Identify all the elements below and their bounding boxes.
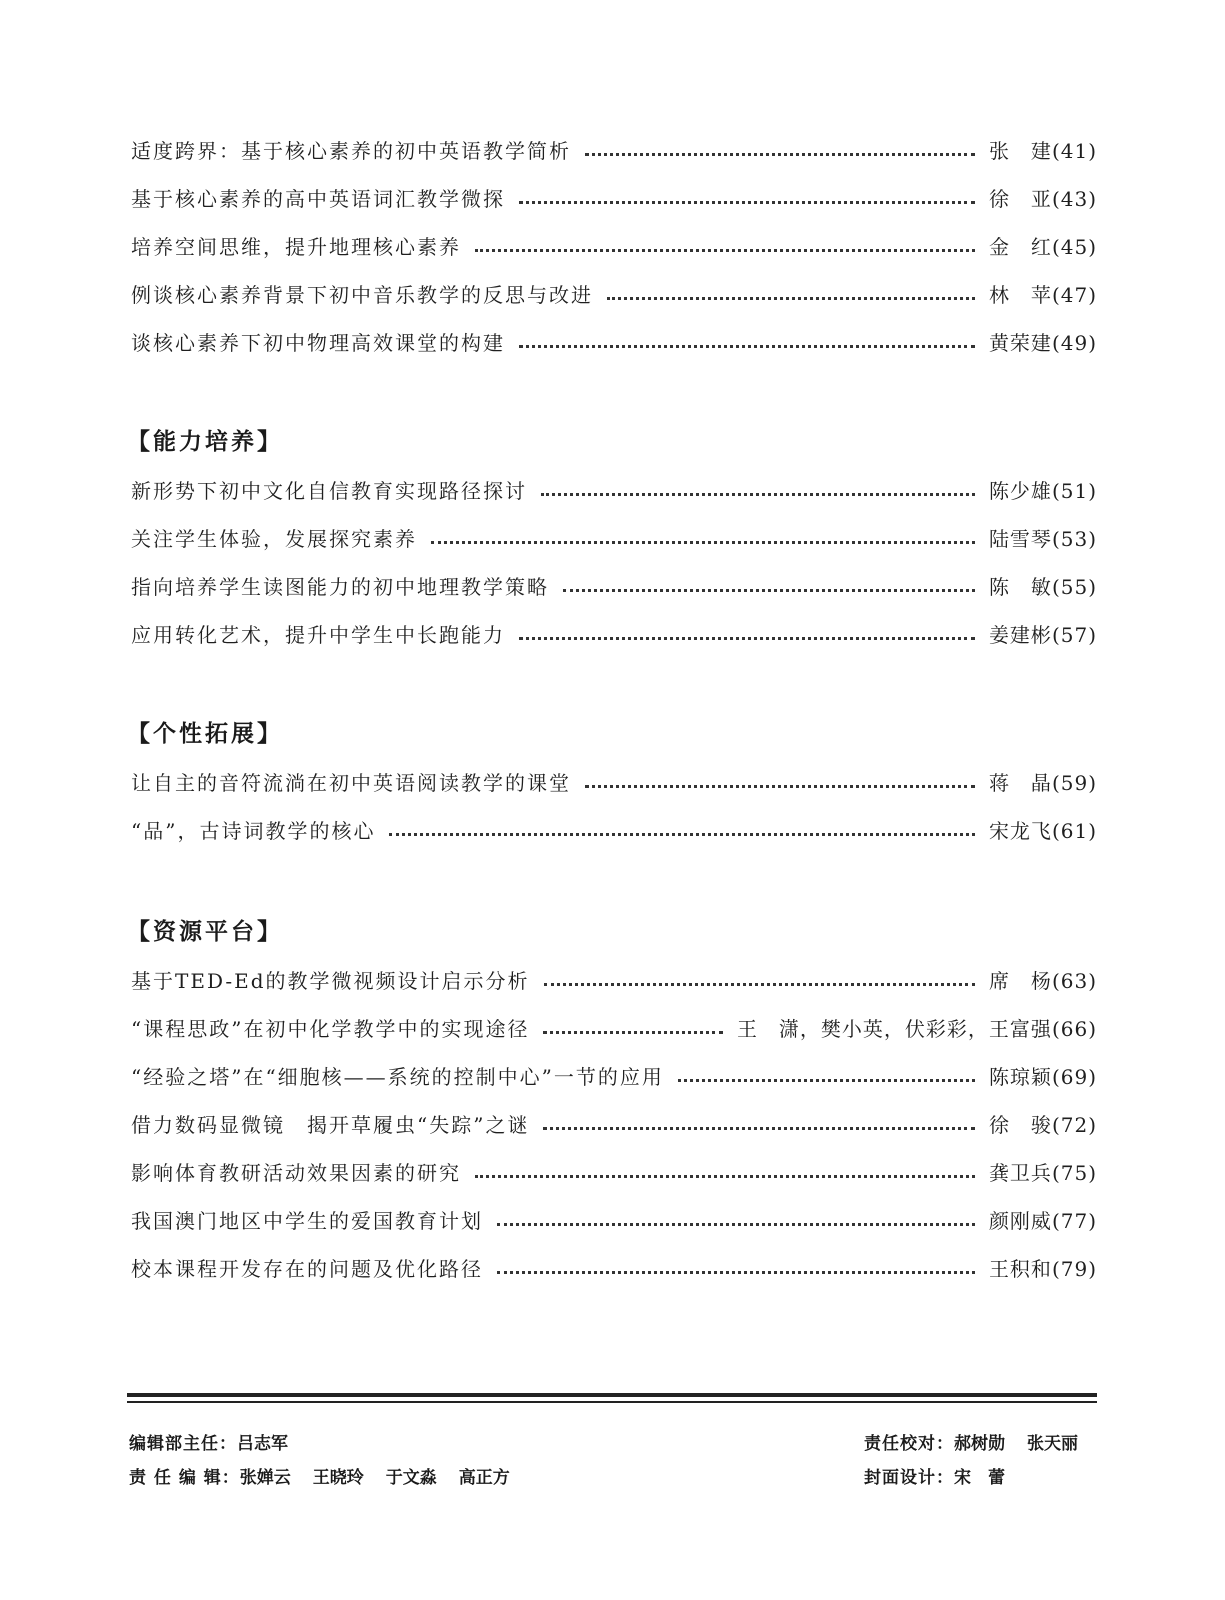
entry-page: (49)	[1051, 331, 1097, 355]
toc-entry[interactable]	[131, 230, 1097, 264]
entry-title: 关注学生体验，发展探究素养	[131, 527, 417, 551]
entry-page: (45)	[1051, 235, 1097, 259]
entry-title: 影响体育教研活动效果因素的研究	[131, 1161, 461, 1185]
credit-label: 封面设计：	[864, 1468, 954, 1488]
editorial-credits	[129, 1427, 532, 1495]
dot-leader	[544, 983, 975, 986]
toc-entry[interactable]	[131, 1252, 1097, 1286]
credit-name: 张婵云	[239, 1468, 291, 1488]
entry-author: 张 建	[988, 139, 1052, 163]
entry-page: (57)	[1051, 623, 1097, 647]
entry-page: (53)	[1051, 527, 1097, 551]
entry-title: 适度跨界：基于核心素养的初中英语教学简析	[131, 139, 571, 163]
entry-title: 谈核心素养下初中物理高效课堂的构建	[131, 331, 505, 355]
entry-author: 陈少雄	[988, 479, 1052, 503]
entry-title: “品”，古诗词教学的核心	[131, 819, 376, 843]
entry-page: (41)	[1051, 139, 1097, 163]
entry-author: 王 潇，樊小英，伏彩彩，王富强	[736, 1017, 1052, 1041]
entry-author: 姜建彬	[988, 623, 1052, 647]
toc-entry[interactable]	[131, 964, 1097, 998]
entry-author: 徐 骏	[988, 1113, 1052, 1137]
toc-entry[interactable]	[131, 618, 1097, 652]
footer-divider-thick	[127, 1393, 1097, 1397]
entry-title: 基于核心素养的高中英语词汇教学微探	[131, 187, 505, 211]
dot-leader	[543, 1031, 722, 1034]
dot-leader	[475, 1175, 975, 1178]
entry-page: (63)	[1051, 969, 1097, 993]
entry-title: 应用转化艺术，提升中学生中长跑能力	[131, 623, 505, 647]
entry-page: (77)	[1051, 1209, 1097, 1233]
entry-page: (79)	[1051, 1257, 1097, 1281]
entry-author: 林 苹	[988, 283, 1052, 307]
entry-author: 黄荣建	[988, 331, 1052, 355]
entry-author: 颜刚威	[988, 1209, 1052, 1233]
entry-page: (66)	[1051, 1017, 1097, 1041]
dot-leader	[431, 541, 975, 544]
entry-page: (43)	[1051, 187, 1097, 211]
entry-title: 基于TED-Ed的教学微视频设计启示分析	[131, 969, 530, 993]
entry-page: (69)	[1051, 1065, 1097, 1089]
dot-leader	[543, 1127, 974, 1130]
dot-leader	[585, 153, 975, 156]
credit-name: 宋 蕾	[954, 1468, 1005, 1488]
production-credits	[864, 1427, 1100, 1495]
toc-entry[interactable]	[131, 766, 1097, 800]
toc-entry[interactable]	[131, 1156, 1097, 1190]
credit-proofreaders	[864, 1427, 1100, 1461]
section-heading: 【个性拓展】	[127, 721, 283, 747]
entry-title: 培养空间思维，提升地理核心素养	[131, 235, 461, 259]
toc-entry[interactable]	[131, 522, 1097, 556]
toc-entry[interactable]	[131, 1204, 1097, 1238]
toc-entry[interactable]	[131, 134, 1097, 168]
credit-label: 责 任 编 辑：	[129, 1468, 240, 1488]
dot-leader	[519, 201, 975, 204]
entry-title: 例谈核心素养背景下初中音乐教学的反思与改进	[131, 283, 593, 307]
entry-page: (61)	[1051, 819, 1097, 843]
entry-title: 借力数码显微镜 揭开草履虫“失踪”之谜	[131, 1113, 530, 1137]
entry-author: 王积和	[988, 1257, 1052, 1281]
entry-page: (55)	[1051, 575, 1097, 599]
entry-title: “课程思政”在初中化学教学中的实现途径	[131, 1017, 530, 1041]
section-heading: 【能力培养】	[127, 429, 283, 455]
entry-author: 宋龙飞	[988, 819, 1052, 843]
dot-leader	[389, 833, 974, 836]
entry-author: 席 杨	[988, 969, 1052, 993]
credit-name: 高正方	[458, 1468, 510, 1488]
dot-leader	[519, 345, 975, 348]
credit-label: 编辑部主任：	[129, 1434, 237, 1454]
footer-divider-thin	[127, 1401, 1097, 1403]
toc-entry[interactable]	[131, 1012, 1097, 1046]
credit-name: 王晓玲	[312, 1468, 364, 1488]
credit-name: 张天丽	[1027, 1434, 1078, 1454]
entry-page: (47)	[1051, 283, 1097, 307]
credit-name: 吕志军	[237, 1434, 288, 1454]
dot-leader	[497, 1271, 975, 1274]
credit-editorial-director	[129, 1427, 532, 1461]
entry-author: 金 红	[988, 235, 1052, 259]
entry-author: 陆雪琴	[988, 527, 1052, 551]
toc-entry[interactable]	[131, 182, 1097, 216]
entry-title: “经验之塔”在“细胞核——系统的控制中心”一节的应用	[131, 1065, 664, 1089]
dot-leader	[607, 297, 975, 300]
dot-leader	[475, 249, 975, 252]
toc-entry[interactable]	[131, 278, 1097, 312]
toc-entry[interactable]	[131, 474, 1097, 508]
toc-entry[interactable]	[131, 326, 1097, 360]
entry-author: 徐 亚	[988, 187, 1052, 211]
toc-entry[interactable]	[131, 814, 1097, 848]
dot-leader	[585, 785, 975, 788]
credit-cover-design	[864, 1461, 1100, 1495]
toc-entry[interactable]	[131, 570, 1097, 604]
dot-leader	[563, 589, 975, 592]
entry-title: 新形势下初中文化自信教育实现路径探讨	[131, 479, 527, 503]
toc-entry[interactable]	[131, 1060, 1097, 1094]
entry-author: 陈 敏	[988, 575, 1052, 599]
dot-leader	[541, 493, 975, 496]
entry-author: 陈琼颖	[988, 1065, 1052, 1089]
dot-leader	[678, 1079, 975, 1082]
entry-page: (75)	[1051, 1161, 1097, 1185]
entry-author: 龚卫兵	[988, 1161, 1052, 1185]
entry-author: 蒋 晶	[988, 771, 1052, 795]
credit-editors	[129, 1461, 532, 1495]
entry-page: (51)	[1051, 479, 1097, 503]
entry-page: (72)	[1051, 1113, 1097, 1137]
entry-title: 指向培养学生读图能力的初中地理教学策略	[131, 575, 549, 599]
credit-label: 责任校对：	[864, 1434, 954, 1454]
toc-entry[interactable]	[131, 1108, 1097, 1142]
entry-page: (59)	[1051, 771, 1097, 795]
dot-leader	[497, 1223, 975, 1226]
section-heading: 【资源平台】	[127, 919, 283, 945]
entry-title: 我国澳门地区中学生的爱国教育计划	[131, 1209, 483, 1233]
entry-title: 让自主的音符流淌在初中英语阅读教学的课堂	[131, 771, 571, 795]
credit-name: 于文淼	[385, 1468, 437, 1488]
entry-title: 校本课程开发存在的问题及优化路径	[131, 1257, 483, 1281]
credit-name: 郝树勋	[954, 1434, 1005, 1454]
dot-leader	[519, 637, 975, 640]
